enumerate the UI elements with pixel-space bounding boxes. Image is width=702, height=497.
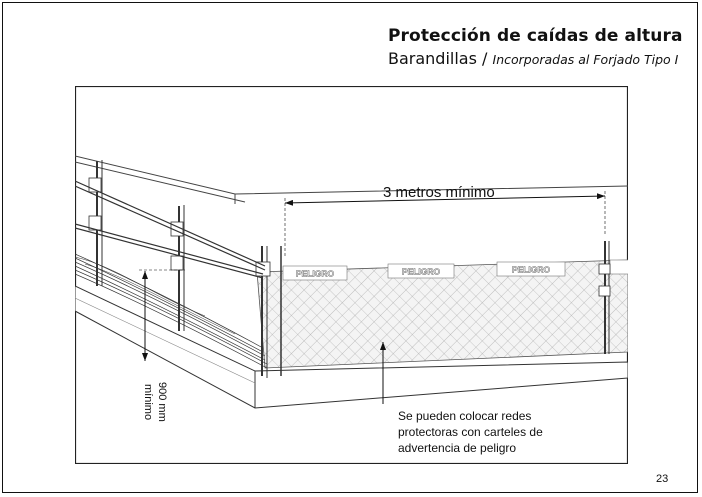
safety-net (257, 260, 628, 368)
page-title: Protección de caídas de altura (388, 26, 683, 46)
guardrail-illustration (75, 86, 628, 464)
warning-sign (283, 266, 347, 280)
height-dimension-value: 900 mm (156, 382, 168, 422)
subtitle-detail: Incorporadas al Forjado Tipo I (492, 52, 679, 67)
upper-slab (75, 156, 628, 204)
callout-text (398, 409, 543, 455)
callout-line-1: Se pueden colocar redes (398, 409, 532, 423)
page-subtitle (388, 49, 678, 68)
warning-sign (388, 264, 454, 278)
subtitle-main: Barandillas (388, 49, 477, 68)
page-number: 23 (656, 473, 669, 485)
callout-line-3: advertencia de peligro (398, 441, 517, 455)
warning-sign (497, 262, 565, 276)
warning-sign-text-1: PELIGRO (295, 268, 335, 279)
width-dimension (285, 184, 605, 256)
height-dimension-qualifier: mínimo (142, 384, 154, 421)
warning-sign-text-2: PELIGRO (401, 266, 441, 277)
callout-line-2: protectoras con carteles de (398, 425, 543, 439)
warning-sign-partial (610, 260, 628, 274)
subtitle-separator: / (482, 49, 488, 68)
warning-sign-text-3: PELIGRO (511, 264, 551, 275)
width-dimension-label: 3 metros mínimo (383, 184, 495, 201)
